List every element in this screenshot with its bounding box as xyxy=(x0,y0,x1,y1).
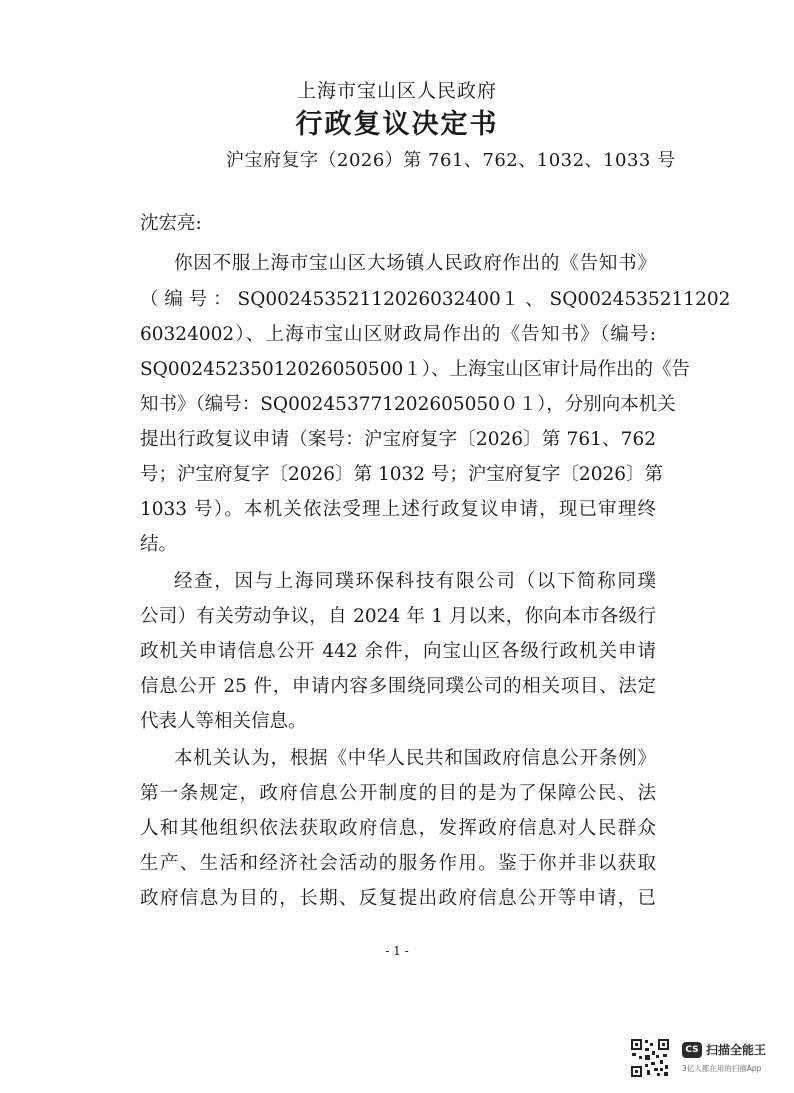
document-title: 行政复议决定书 xyxy=(295,109,499,140)
body-line: （ 编 号 ： SQ00245352112026032400１ 、 SQ0024535211202 xyxy=(140,289,731,310)
body-line: 本机关认为，根据《中华人民共和国政府信息公开条例》 xyxy=(174,748,656,769)
body-line: 信息公开 25 件，申请内容多围绕同璞公司的相关项目、法定 xyxy=(140,676,656,697)
camscanner-logo-icon: CS xyxy=(682,1042,702,1058)
issuing-organization: 上海市宝山区人民政府 xyxy=(296,80,497,102)
body-line: 提出行政复议申请（案号：沪宝府复字〔2026〕第 761、762 xyxy=(140,429,656,450)
body-line: 知书》（编号：SQ002453771202605050０１），分别向本机关 xyxy=(140,394,676,415)
body-line: 政机关申请信息公开 442 余件，向宝山区各级行政机关申请 xyxy=(140,641,656,662)
body-line: 你因不服上海市宝山区大场镇人民政府作出的《告知书》 xyxy=(174,253,656,274)
camscanner-brand: 扫描全能王 xyxy=(706,1043,767,1057)
qr-code-icon xyxy=(630,1038,670,1078)
camscanner-watermark xyxy=(630,1038,780,1082)
body-line: 公司）有关劳动争议，自 2024 年 1 月以来，你向本市各级行 xyxy=(140,606,656,627)
document-number: 沪宝府复字（2026）第 761、762、1032、1033 号 xyxy=(226,150,676,171)
addressee: 沈宏亮: xyxy=(140,213,202,234)
body-line: 人和其他组织依法获取政府信息，发挥政府信息对人民群众 xyxy=(140,818,656,839)
body-line: 政府信息为目的，长期、反复提出政府信息公开等申请，已 xyxy=(140,888,656,909)
body-line: 代表人等相关信息。 xyxy=(140,711,307,732)
body-line: 第一条规定，政府信息公开制度的目的是为了保障公民、法 xyxy=(140,783,656,804)
camscanner-slogan: 3亿人都在用的扫描App xyxy=(682,1064,762,1073)
body-line: 60324002）、上海市宝山区财政局作出的《告知书》（编号: xyxy=(140,324,656,345)
body-line: 经查，因与上海同璞环保科技有限公司（以下简称同璞 xyxy=(174,571,656,592)
body-line: 1033 号）。本机关依法受理上述行政复议申请，现已审理终 xyxy=(140,499,656,520)
body-line: 结。 xyxy=(140,534,178,555)
body-line: 号；沪宝府复字〔2026〕第 1032 号；沪宝府复字〔2026〕第 xyxy=(140,464,664,485)
body-line: SQ00245235012026050500１）、上海宝山区审计局作出的《告 xyxy=(140,359,690,380)
page-number: - 1 - xyxy=(385,944,409,958)
body-line: 生产、生活和经济社会活动的服务作用。鉴于你并非以获取 xyxy=(140,853,656,874)
